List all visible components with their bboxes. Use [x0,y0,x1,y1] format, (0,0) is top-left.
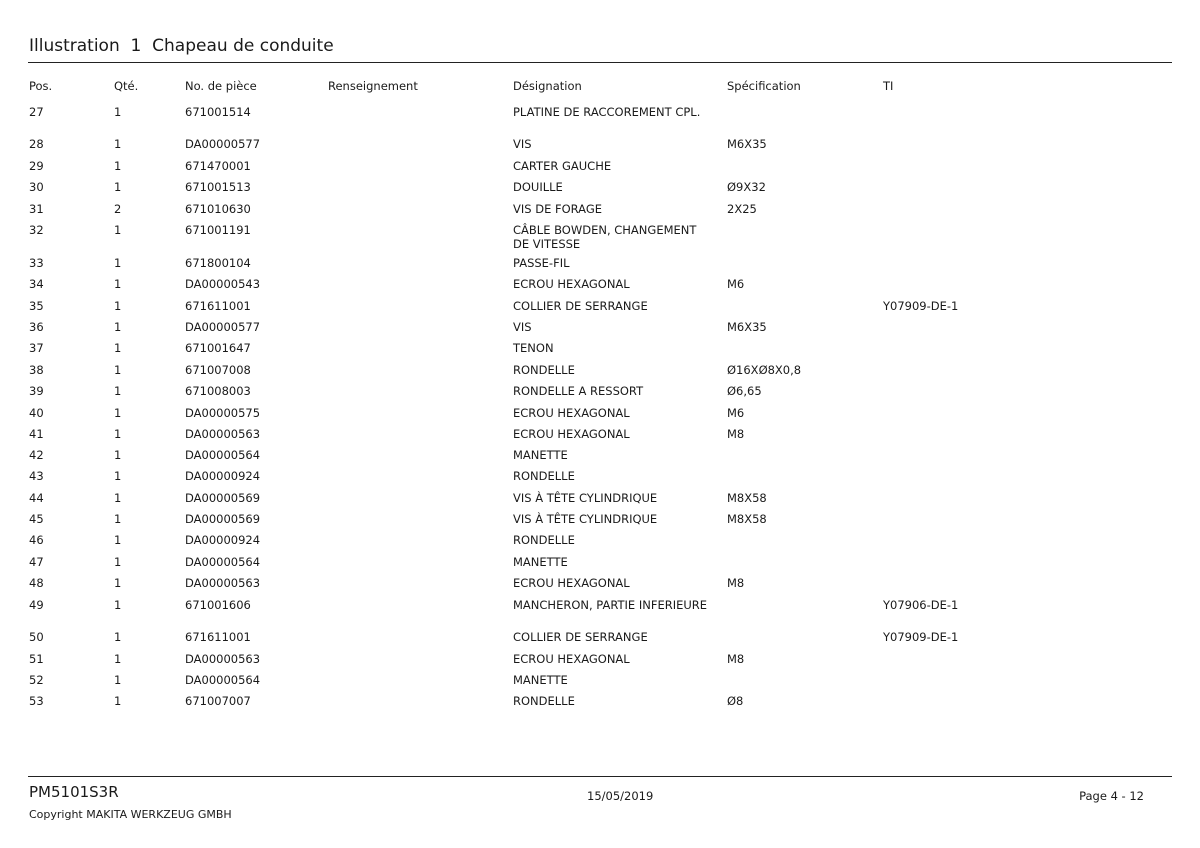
top-rule [28,62,1172,63]
row-qty: 1 [114,469,122,483]
column-header-pos: Pos. [29,79,53,93]
row-part-number: DA00000569 [185,491,261,505]
row-pos: 53 [29,694,44,708]
row-part-number: 671007008 [185,363,251,377]
row-qty: 1 [114,673,122,687]
row-part-number: 671470001 [185,159,251,173]
row-designation: VIS À TÊTE CYLINDRIQUE [513,491,658,505]
row-qty: 1 [114,137,122,151]
row-qty: 1 [114,448,122,462]
row-qty: 1 [114,491,122,505]
row-pos: 45 [29,512,44,526]
row-specification: Ø16XØ8X0,8 [727,363,802,377]
row-part-number: 671001191 [185,223,251,237]
row-pos: 38 [29,363,44,377]
row-part-number: DA00000543 [185,277,261,291]
row-pos: 51 [29,652,44,666]
row-designation: RONDELLE [513,533,575,547]
row-ti: Y07909-DE-1 [883,630,959,644]
row-pos: 31 [29,202,44,216]
row-designation: MANCHERON, PARTIE INFERIEURE [513,598,708,612]
row-qty: 1 [114,576,122,590]
row-designation: RONDELLE [513,363,575,377]
row-pos: 48 [29,576,44,590]
row-pos: 28 [29,137,44,151]
row-specification: M6X35 [727,137,767,151]
page-title: Illustration 1 Chapeau de conduite [29,36,334,56]
row-part-number: 671008003 [185,384,251,398]
row-qty: 2 [114,202,122,216]
row-qty: 1 [114,159,122,173]
row-part-number: DA00000563 [185,652,261,666]
row-part-number: DA00000564 [185,448,261,462]
row-qty: 1 [114,223,122,237]
row-qty: 1 [114,533,122,547]
row-qty: 1 [114,180,122,194]
row-pos: 50 [29,630,44,644]
row-designation: TENON [513,341,554,355]
row-part-number: DA00000564 [185,555,261,569]
row-part-number: DA00000924 [185,469,261,483]
row-designation: VIS DE FORAGE [513,202,603,216]
row-part-number: 671007007 [185,694,251,708]
row-specification: M8 [727,652,745,666]
row-part-number: 671611001 [185,299,251,313]
row-specification: M6X35 [727,320,767,334]
row-qty: 1 [114,406,122,420]
row-qty: 1 [114,363,122,377]
row-part-number: DA00000924 [185,533,261,547]
copyright: Copyright MAKITA WERKZEUG GMBH [29,808,232,821]
print-date: 15/05/2019 [587,789,654,803]
row-part-number: DA00000575 [185,406,261,420]
row-designation: CARTER GAUCHE [513,159,612,173]
row-part-number: DA00000569 [185,512,261,526]
row-designation: RONDELLE A RESSORT [513,384,644,398]
row-qty: 1 [114,555,122,569]
row-specification: M6 [727,277,745,291]
row-pos: 34 [29,277,44,291]
row-pos: 46 [29,533,44,547]
row-pos: 33 [29,256,44,270]
row-pos: 29 [29,159,44,173]
row-specification: Ø6,65 [727,384,762,398]
page-number: Page 4 - 12 [1079,789,1144,803]
row-part-number: 671001606 [185,598,251,612]
column-header-ti: TI [883,79,894,93]
row-designation: ECROU HEXAGONAL [513,576,630,590]
row-qty: 1 [114,652,122,666]
row-ti: Y07906-DE-1 [883,598,959,612]
row-part-number: 671001514 [185,105,251,119]
row-pos: 36 [29,320,44,334]
row-qty: 1 [114,277,122,291]
row-part-number: DA00000577 [185,137,261,151]
row-designation: MANETTE [513,673,568,687]
column-header-specification: Spécification [727,79,801,93]
row-qty: 1 [114,341,122,355]
row-designation: ECROU HEXAGONAL [513,652,630,666]
row-pos: 43 [29,469,44,483]
column-header-info: Renseignement [328,79,418,93]
column-header-qty: Qté. [114,79,139,93]
row-part-number: DA00000563 [185,427,261,441]
row-qty: 1 [114,598,122,612]
row-designation: ECROU HEXAGONAL [513,427,630,441]
row-designation: VIS [513,320,532,334]
row-pos: 32 [29,223,44,237]
row-designation: DOUILLE [513,180,563,194]
row-specification: M8X58 [727,512,767,526]
row-specification: M8 [727,576,745,590]
column-header-part-number: No. de pièce [185,79,257,93]
row-specification: Ø9X32 [727,180,766,194]
row-specification: Ø8 [727,694,744,708]
row-qty: 1 [114,630,122,644]
row-designation: COLLIER DE SERRANGE [513,630,648,644]
row-specification: M8X58 [727,491,767,505]
row-qty: 1 [114,512,122,526]
row-qty: 1 [114,256,122,270]
bottom-rule [28,776,1172,777]
row-part-number: DA00000564 [185,673,261,687]
document-id: PM5101S3R [29,783,119,801]
row-pos: 42 [29,448,44,462]
row-pos: 44 [29,491,44,505]
row-qty: 1 [114,384,122,398]
row-ti: Y07909-DE-1 [883,299,959,313]
row-specification: 2X25 [727,202,757,216]
row-part-number: 671800104 [185,256,251,270]
row-designation: RONDELLE [513,694,575,708]
column-header-designation: Désignation [513,79,582,93]
row-designation: PASSE-FIL [513,256,570,270]
row-qty: 1 [114,105,122,119]
row-pos: 52 [29,673,44,687]
row-designation: PLATINE DE RACCOREMENT CPL. [513,105,701,119]
row-part-number: 671001513 [185,180,251,194]
row-designation: VIS [513,137,532,151]
row-pos: 49 [29,598,44,612]
row-pos: 35 [29,299,44,313]
row-designation: MANETTE [513,448,568,462]
row-pos: 47 [29,555,44,569]
row-designation: ECROU HEXAGONAL [513,406,630,420]
row-pos: 27 [29,105,44,119]
row-specification: M6 [727,406,745,420]
row-pos: 30 [29,180,44,194]
row-pos: 40 [29,406,44,420]
row-part-number: 671611001 [185,630,251,644]
row-part-number: 671010630 [185,202,251,216]
row-qty: 1 [114,299,122,313]
row-qty: 1 [114,320,122,334]
row-part-number: 671001647 [185,341,251,355]
row-designation: COLLIER DE SERRANGE [513,299,648,313]
row-part-number: DA00000577 [185,320,261,334]
row-pos: 37 [29,341,44,355]
row-part-number: DA00000563 [185,576,261,590]
row-designation: MANETTE [513,555,568,569]
row-qty: 1 [114,427,122,441]
row-pos: 41 [29,427,44,441]
row-specification: M8 [727,427,745,441]
row-designation: ECROU HEXAGONAL [513,277,630,291]
row-designation: RONDELLE [513,469,575,483]
row-designation: VIS À TÊTE CYLINDRIQUE [513,512,658,526]
row-qty: 1 [114,694,122,708]
row-designation: CÂBLE BOWDEN, CHANGEMENT DE VITESSE [513,223,697,251]
row-pos: 39 [29,384,44,398]
